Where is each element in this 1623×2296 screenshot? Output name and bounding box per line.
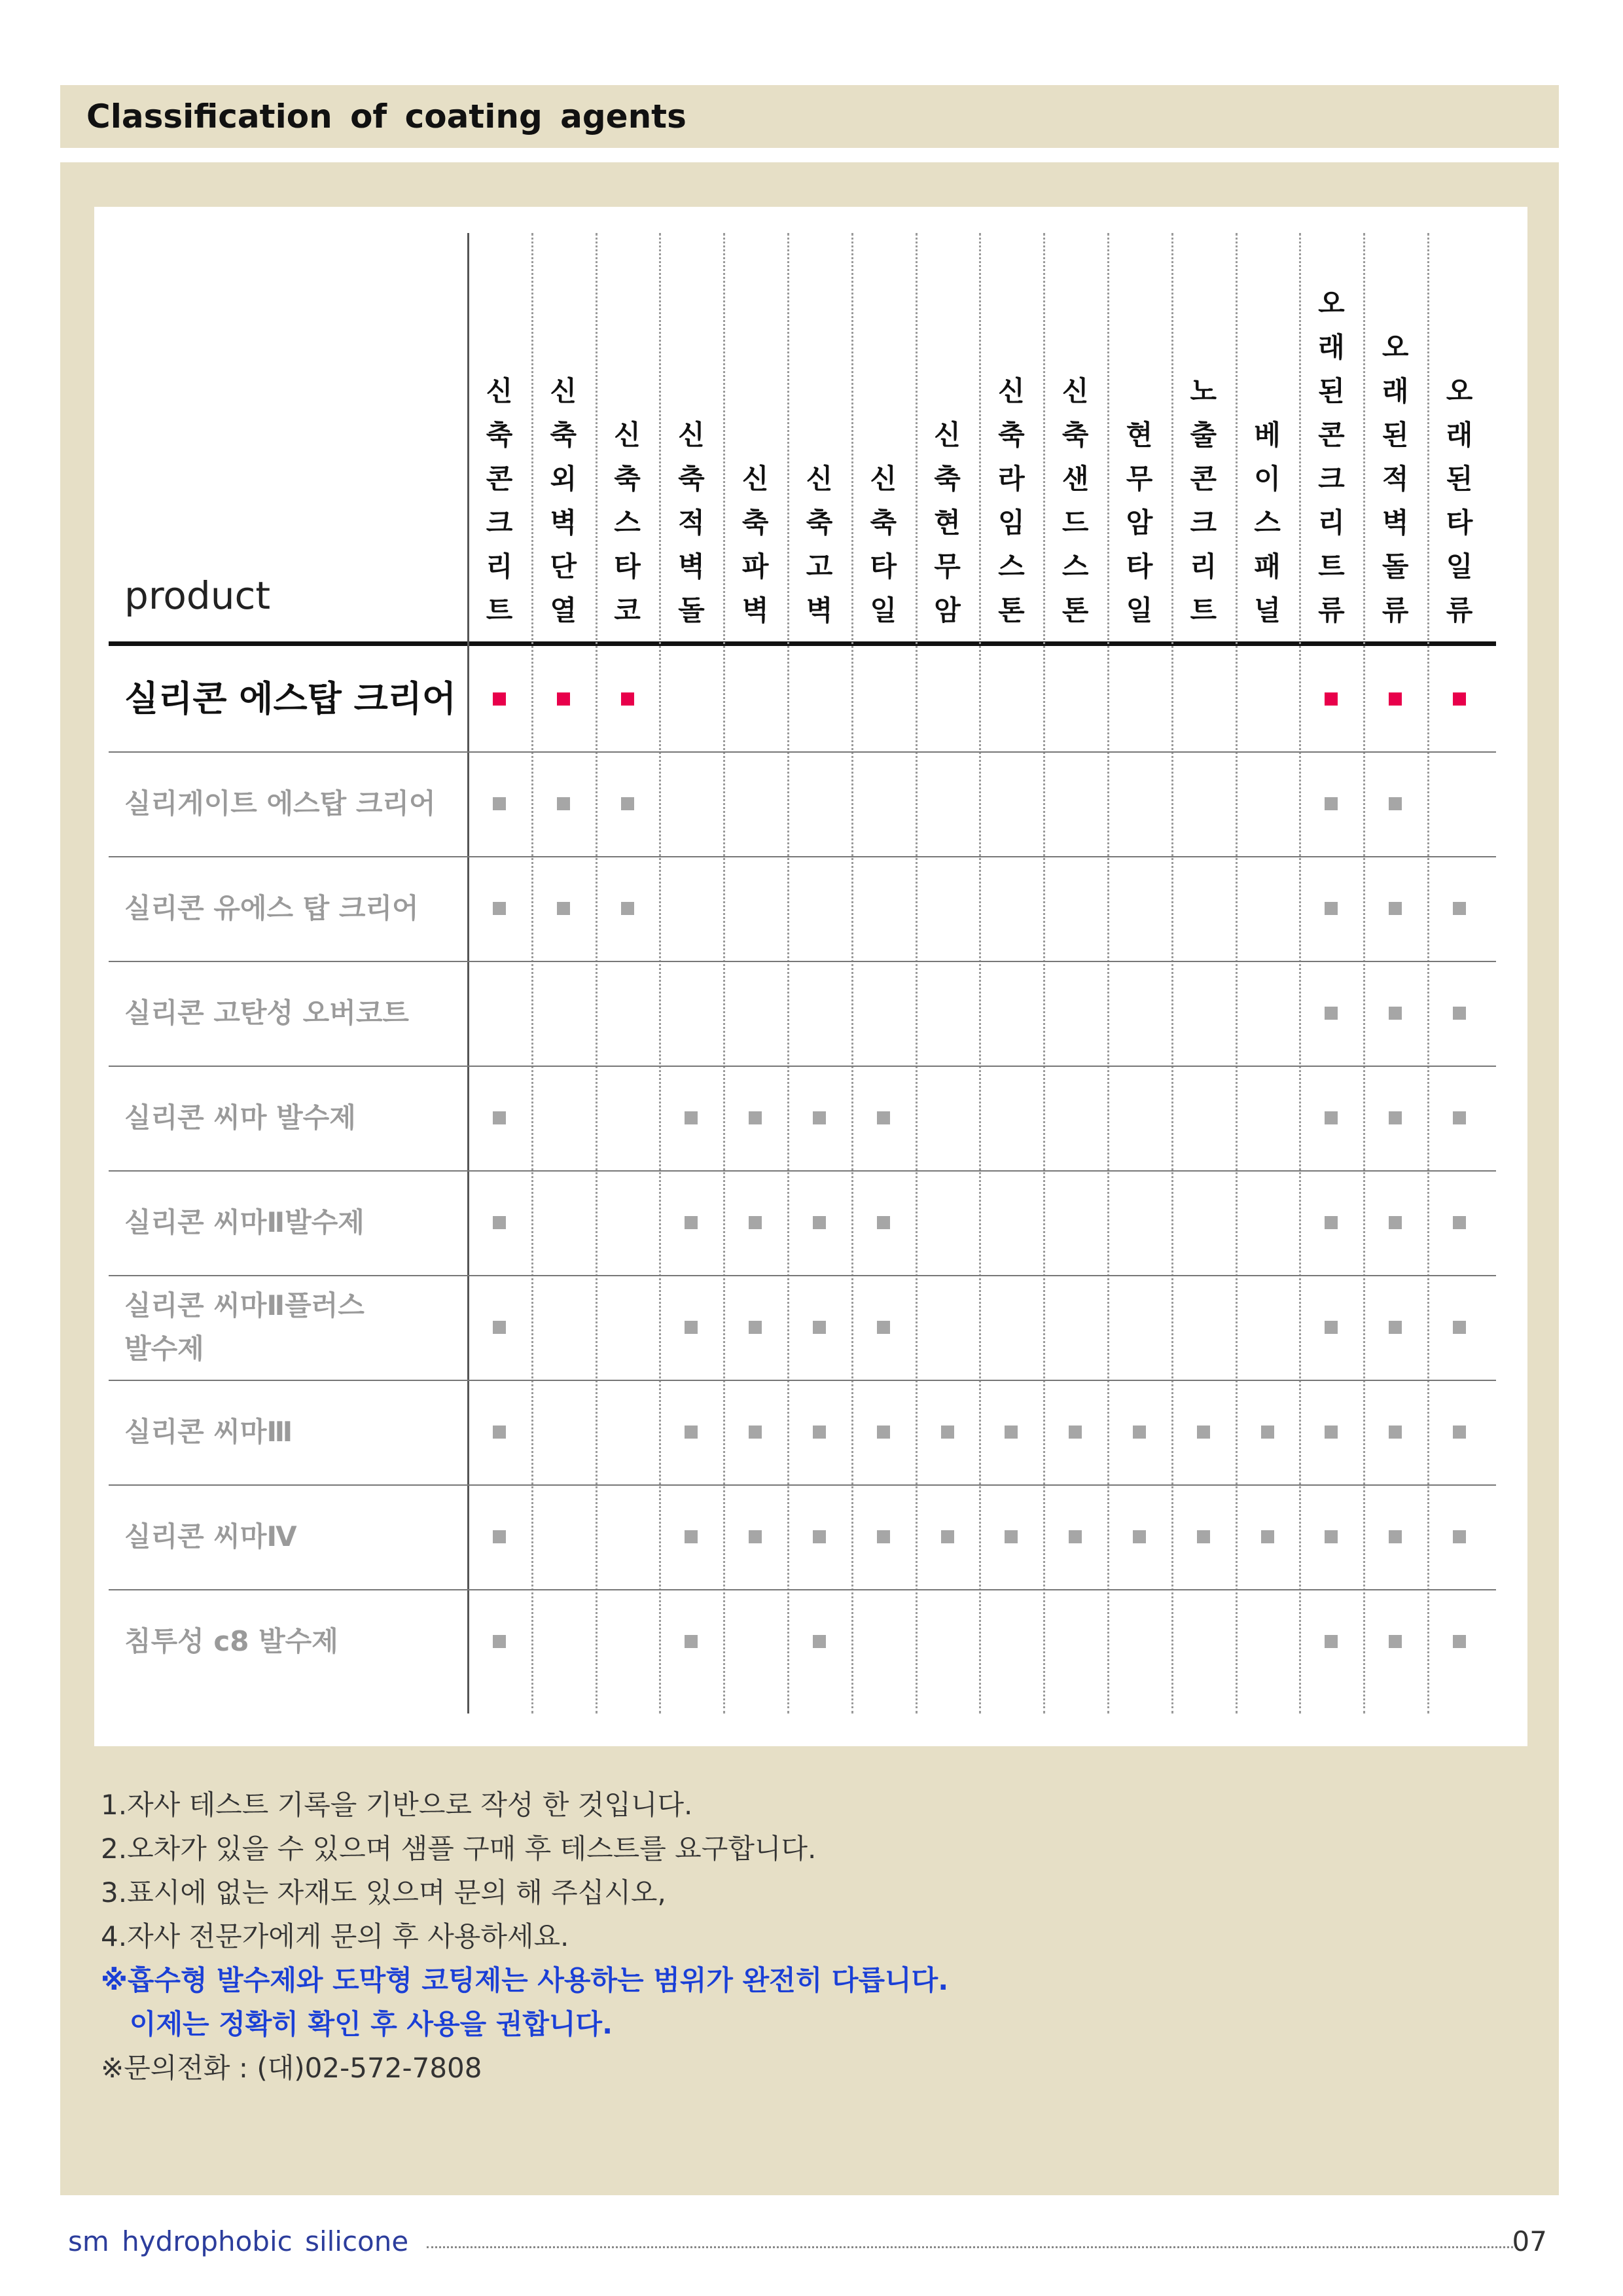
column-header-char: 축 [870, 507, 897, 539]
applicability-mark [685, 1216, 698, 1229]
applicability-mark [749, 1216, 762, 1229]
column-header [1107, 233, 1171, 632]
column-header-char: 현 [1126, 419, 1153, 451]
applicability-mark [1325, 1321, 1338, 1334]
applicability-mark [877, 1321, 890, 1334]
column-header [1299, 233, 1363, 632]
column-header-char: 톤 [1061, 594, 1089, 626]
table-row [109, 1380, 1496, 1486]
applicability-mark [1453, 1111, 1466, 1124]
applicability-mark [749, 1321, 762, 1334]
applicability-mark [1389, 1216, 1402, 1229]
applicability-mark [621, 797, 634, 810]
column-header-char: 신 [678, 419, 705, 451]
column-header-char: 크 [1190, 507, 1217, 539]
column-header-char: 임 [998, 507, 1025, 539]
applicability-mark [1197, 1530, 1210, 1543]
product-name: 실리게이트 에스탑 크리어 [124, 787, 436, 819]
column-header [1043, 233, 1107, 632]
applicability-mark [749, 1530, 762, 1543]
column-header-char: 벽 [550, 507, 577, 539]
column-header [596, 233, 660, 632]
column-header [1236, 233, 1300, 632]
column-header [467, 233, 531, 632]
applicability-mark [941, 1530, 954, 1543]
column-header-char: 베 [1254, 419, 1281, 451]
column-header-char: 류 [1318, 594, 1345, 626]
applicability-mark [557, 692, 570, 706]
applicability-mark [1453, 1216, 1466, 1229]
column-header-char: 돌 [1382, 550, 1409, 583]
column-header-char: 고 [806, 550, 833, 583]
column-header-char: 축 [678, 463, 705, 495]
product-name: 실리콘 유에스 탑 크리어 [124, 892, 419, 924]
column-header-char: 타 [870, 550, 897, 583]
footer-brand: sm hydrophobic silicone [68, 2225, 409, 2257]
applicability-mark [813, 1321, 826, 1334]
column-header-char: 벽 [741, 594, 769, 626]
column-header-char: 이 [1254, 463, 1281, 495]
column-header-char: 오 [1318, 287, 1345, 319]
applicability-mark [1453, 902, 1466, 915]
applicability-mark [1453, 1426, 1466, 1439]
column-header-char: 오 [1446, 375, 1473, 407]
applicability-mark [1325, 1426, 1338, 1439]
column-header-char: 파 [741, 550, 769, 583]
column-header-char: 신 [934, 419, 961, 451]
column-header-char: 스 [1254, 507, 1281, 539]
applicability-mark [813, 1111, 826, 1124]
column-header [851, 233, 916, 632]
column-header-char: 패 [1254, 550, 1281, 583]
applicability-mark [1005, 1530, 1018, 1543]
column-header-char: 암 [1126, 507, 1153, 539]
column-header-char: 드 [1061, 507, 1089, 539]
applicability-mark [1325, 692, 1338, 706]
applicability-mark [877, 1426, 890, 1439]
column-header-char: 일 [1126, 594, 1153, 626]
table-row [109, 856, 1496, 962]
applicability-mark [493, 902, 506, 915]
applicability-mark [1389, 902, 1402, 915]
column-header-char: 축 [486, 419, 513, 451]
column-header-char: 축 [550, 419, 577, 451]
product-name: 실리콘 에스탑 크리어 [124, 678, 457, 719]
column-header-char: 신 [550, 375, 577, 407]
applicability-mark [1261, 1426, 1274, 1439]
column-header-char: 류 [1446, 594, 1473, 626]
applicability-mark [813, 1216, 826, 1229]
column-header-char: 톤 [998, 594, 1025, 626]
column-header-char: 리 [486, 550, 513, 583]
applicability-mark [1325, 1216, 1338, 1229]
column-header [723, 233, 787, 632]
product-name: 실리콘 씨마Ⅱ플러스 발수제 [124, 1289, 365, 1365]
applicability-mark [1069, 1530, 1082, 1543]
applicability-mark [941, 1426, 954, 1439]
applicability-mark [493, 1635, 506, 1648]
column-header-char: 신 [806, 463, 833, 495]
column-header-char: 노 [1190, 375, 1217, 407]
applicability-mark [1325, 1111, 1338, 1124]
applicability-mark [685, 1111, 698, 1124]
column-header-char: 축 [998, 419, 1025, 451]
column-header-char: 돌 [678, 594, 705, 626]
applicability-mark [1133, 1530, 1146, 1543]
column-header-char: 벽 [1382, 507, 1409, 539]
applicability-mark [1133, 1426, 1146, 1439]
applicability-mark [621, 692, 634, 706]
column-header [787, 233, 851, 632]
column-header-char: 암 [934, 594, 961, 626]
column-header-char: 축 [806, 507, 833, 539]
applicability-mark [493, 797, 506, 810]
applicability-mark [685, 1321, 698, 1334]
notes-list [101, 1783, 1475, 2090]
column-header-char: 축 [741, 507, 769, 539]
table-row [109, 1589, 1496, 1694]
product-name: 실리콘 씨마Ⅳ [124, 1520, 297, 1552]
column-header-char: 스 [998, 550, 1025, 583]
table-row [109, 961, 1496, 1067]
applicability-mark [1389, 1007, 1402, 1020]
column-header-char: 오 [1382, 331, 1409, 363]
table-row [109, 647, 1496, 753]
applicability-mark [493, 692, 506, 706]
applicability-mark [493, 1321, 506, 1334]
column-header-char: 벽 [806, 594, 833, 626]
note-line: 2.오차가 있을 수 있으며 샘플 구매 후 테스트를 요구합니다. [101, 1833, 817, 1865]
applicability-mark [557, 902, 570, 915]
column-header-char: 널 [1254, 594, 1281, 626]
column-header-char: 타 [1446, 507, 1473, 539]
applicability-mark [1453, 1635, 1466, 1648]
column-header-char: 단 [550, 550, 577, 583]
applicability-mark [1453, 1007, 1466, 1020]
column-header-char: 일 [1446, 550, 1473, 583]
column-header [916, 233, 980, 632]
applicability-mark [1389, 1426, 1402, 1439]
column-header [1363, 233, 1427, 632]
column-header-char: 신 [741, 463, 769, 495]
column-header-char: 콘 [1318, 419, 1345, 451]
content-panel [60, 162, 1559, 2195]
applicability-mark [1261, 1530, 1274, 1543]
product-name: 침투성 c8 발수제 [124, 1625, 338, 1657]
column-header-char: 축 [614, 463, 641, 495]
column-header-char: 벽 [678, 550, 705, 583]
applicability-mark [1005, 1426, 1018, 1439]
column-header-char: 된 [1446, 463, 1473, 495]
column-header-char: 라 [998, 463, 1025, 495]
applicability-mark [1453, 692, 1466, 706]
product-name: 실리콘 씨마Ⅱ발수제 [124, 1206, 365, 1238]
applicability-mark [1389, 1530, 1402, 1543]
column-header-char: 열 [550, 594, 577, 626]
applicability-mark [1197, 1426, 1210, 1439]
table-row [109, 751, 1496, 857]
page-title: Classification of coating agents [86, 98, 687, 135]
note-line: 4.자사 전문가에게 문의 후 사용하세요. [101, 1920, 569, 1952]
applicability-mark [813, 1426, 826, 1439]
note-line: 이제는 정확히 확인 후 사용을 권합니다. [101, 2008, 613, 2040]
note-line: 1.자사 테스트 기록을 기반으로 작성 한 것입니다. [101, 1789, 693, 1821]
note-line: ※문의전화 : (대)02-572-7808 [101, 2052, 482, 2084]
column-header-char: 류 [1382, 594, 1409, 626]
applicability-mark [493, 1111, 506, 1124]
column-header-char: 래 [1382, 375, 1409, 407]
footer-dotted-rule [427, 2246, 1513, 2248]
column-header-char: 일 [870, 594, 897, 626]
column-header-char: 리 [1190, 550, 1217, 583]
product-name: 실리콘 고탄성 오버코트 [124, 997, 409, 1029]
applicability-mark [877, 1111, 890, 1124]
column-header-char: 된 [1382, 419, 1409, 451]
applicability-mark [1325, 797, 1338, 810]
column-header-char: 신 [486, 375, 513, 407]
column-header-char: 콘 [486, 463, 513, 495]
applicability-mark [1453, 1530, 1466, 1543]
applicability-mark [685, 1635, 698, 1648]
column-header [1171, 233, 1236, 632]
column-header-char: 외 [550, 463, 577, 495]
column-header-char: 적 [678, 507, 705, 539]
applicability-mark [813, 1635, 826, 1648]
table-row [109, 1066, 1496, 1172]
column-header-char: 크 [486, 507, 513, 539]
applicability-mark [1389, 692, 1402, 706]
column-header-char: 콘 [1190, 463, 1217, 495]
column-header-char: 무 [934, 550, 961, 583]
applicability-mark [1389, 1111, 1402, 1124]
column-header-char: 스 [614, 507, 641, 539]
column-header-char: 샌 [1061, 463, 1089, 495]
applicability-mark [621, 902, 634, 915]
applicability-mark [1389, 797, 1402, 810]
column-header-char: 적 [1382, 463, 1409, 495]
column-header-char: 크 [1318, 463, 1345, 495]
applicability-mark [1069, 1426, 1082, 1439]
column-header-char: 신 [1061, 375, 1089, 407]
applicability-mark [749, 1111, 762, 1124]
column-header [659, 233, 723, 632]
page-number: 07 [1512, 2225, 1547, 2257]
column-header-char: 축 [934, 463, 961, 495]
applicability-mark [493, 1426, 506, 1439]
applicability-mark [1325, 1635, 1338, 1648]
column-header-char: 코 [614, 594, 641, 626]
column-header [531, 233, 596, 632]
applicability-mark [1389, 1635, 1402, 1648]
applicability-mark [493, 1216, 506, 1229]
note-line: ※흡수형 발수제와 도막형 코팅제는 사용하는 범위가 완전히 다릅니다. [101, 1964, 949, 1996]
applicability-mark [685, 1530, 698, 1543]
product-name: 실리콘 씨마Ⅲ [124, 1416, 293, 1448]
note-line: 3.표시에 없는 자재도 있으며 문의 해 주십시오, [101, 1876, 666, 1909]
column-header-char: 된 [1318, 375, 1345, 407]
column-header-char: 타 [614, 550, 641, 583]
column-header-char: 타 [1126, 550, 1153, 583]
column-header-char: 무 [1126, 463, 1153, 495]
applicability-mark [557, 797, 570, 810]
header-rule [109, 641, 1496, 646]
column-header-char: 신 [614, 419, 641, 451]
table-row [109, 1484, 1496, 1590]
table-row [109, 1170, 1496, 1276]
page-footer [68, 2225, 1560, 2265]
table-row [109, 1275, 1496, 1381]
applicability-mark [493, 1530, 506, 1543]
column-header-char: 트 [486, 594, 513, 626]
column-header-char: 래 [1446, 419, 1473, 451]
column-header [979, 233, 1043, 632]
column-header-char: 트 [1190, 594, 1217, 626]
applicability-mark [1325, 902, 1338, 915]
classification-table [94, 207, 1527, 1746]
column-header-char: 축 [1061, 419, 1089, 451]
applicability-mark [749, 1426, 762, 1439]
column-header-char: 신 [998, 375, 1025, 407]
applicability-mark [1453, 1321, 1466, 1334]
section-title-bar [60, 85, 1559, 148]
product-name: 실리콘 씨마 발수제 [124, 1102, 356, 1134]
applicability-mark [877, 1530, 890, 1543]
column-header [1427, 233, 1491, 632]
applicability-mark [685, 1426, 698, 1439]
column-header-char: 래 [1318, 331, 1345, 363]
column-header-char: 리 [1318, 507, 1345, 539]
applicability-mark [1389, 1321, 1402, 1334]
column-header-char: 신 [870, 463, 897, 495]
column-header-char: 현 [934, 507, 961, 539]
product-column-header: product [124, 573, 271, 618]
applicability-mark [813, 1530, 826, 1543]
column-header-char: 트 [1318, 550, 1345, 583]
applicability-mark [1325, 1007, 1338, 1020]
column-header-char: 출 [1190, 419, 1217, 451]
column-header-char: 스 [1061, 550, 1089, 583]
applicability-mark [877, 1216, 890, 1229]
applicability-mark [1325, 1530, 1338, 1543]
